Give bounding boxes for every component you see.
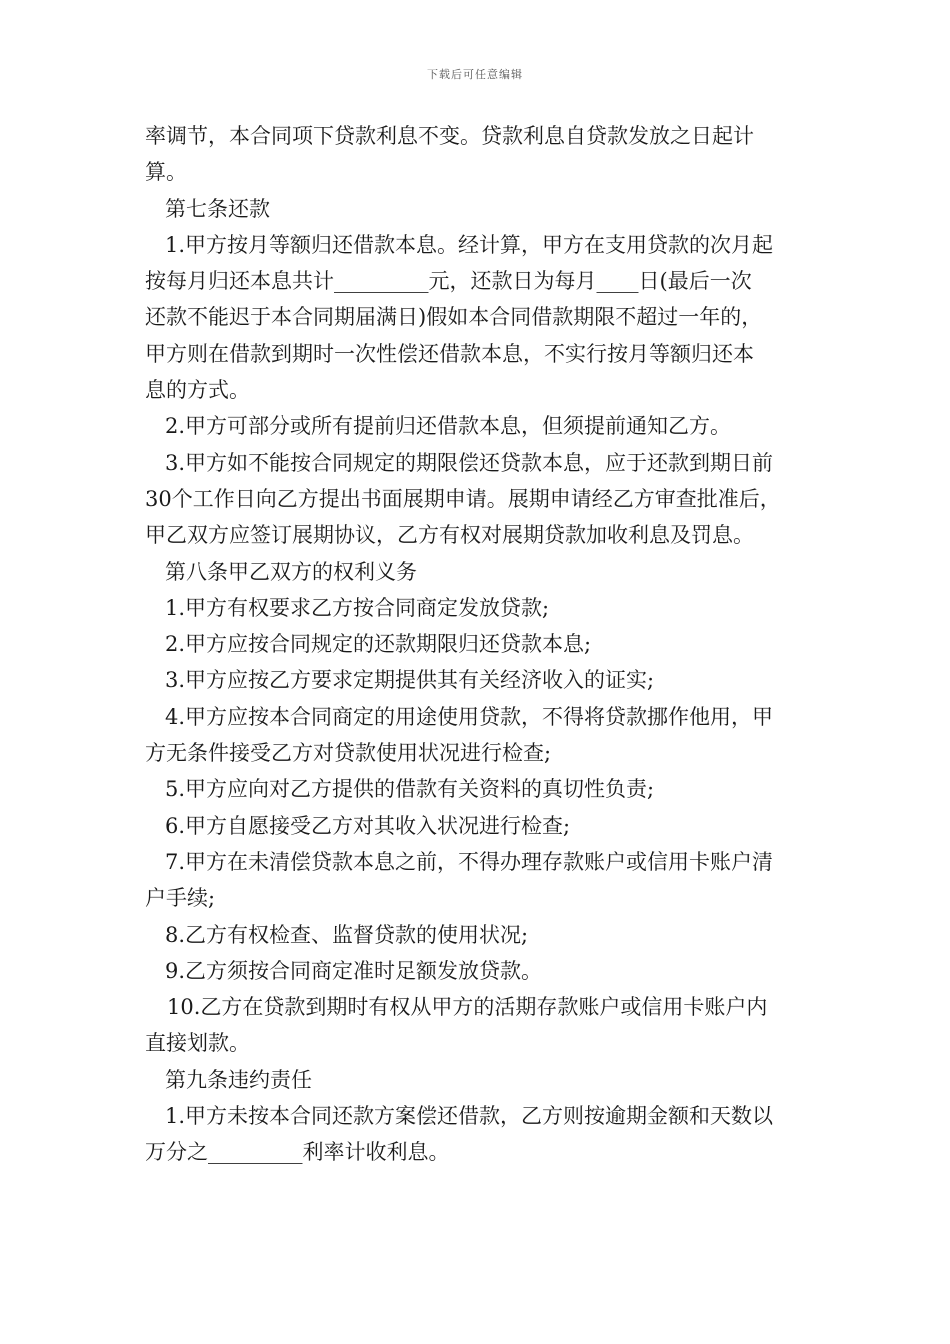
paragraph-line: 1.甲方按月等额归还借款本息。经计算，甲方在支用贷款的次月起 xyxy=(165,232,774,257)
paragraph-line: 8.乙方有权检查、监督贷款的使用状况; xyxy=(165,922,529,947)
paragraph-line: 户手续; xyxy=(145,886,216,911)
paragraph-line: 6.甲方自愿接受乙方对其收入状况进行检查; xyxy=(165,813,571,838)
paragraph-line: 3.甲方如不能按合同规定的期限偿还贷款本息，应于还款到期日前 xyxy=(165,450,774,475)
paragraph-line: 直接划款。 xyxy=(145,1031,250,1056)
page-header: 下载后可任意编辑 xyxy=(427,68,523,81)
paragraph-line: 按每月归还本息共计_________元，还款日为每月____日(最后一次 xyxy=(145,269,752,294)
section-heading-7: 第七条还款 xyxy=(165,196,270,221)
paragraph-line: 还款不能迟于本合同期届满日)假如本合同借款期限不超过一年的， xyxy=(145,305,763,330)
paragraph-line: 3.甲方应按乙方要求定期提供其有关经济收入的证实; xyxy=(165,668,655,693)
paragraph-line: 万分之_________利率计收利息。 xyxy=(145,1140,450,1165)
paragraph-line: 7.甲方在未清偿贷款本息之前，不得办理存款账户或信用卡账户清 xyxy=(165,849,774,874)
paragraph-line: 甲乙双方应签订展期协议，乙方有权对展期贷款加收利息及罚息。 xyxy=(145,523,754,548)
paragraph-line: 1.甲方有权要求乙方按合同商定发放贷款; xyxy=(165,595,550,620)
paragraph-line: 算。 xyxy=(145,160,187,185)
paragraph-line: 2.甲方应按合同规定的还款期限归还贷款本息; xyxy=(165,632,592,657)
paragraph-line: 10.乙方在贷款到期时有权从甲方的活期存款账户或信用卡账户内 xyxy=(167,995,768,1020)
paragraph-line: 9.乙方须按合同商定准时足额发放贷款。 xyxy=(165,958,543,983)
paragraph-line: 4.甲方应按本合同商定的用途使用贷款，不得将贷款挪作他用，甲 xyxy=(165,704,774,729)
paragraph-line: 5.甲方应向对乙方提供的借款有关资料的真切性负责; xyxy=(165,777,655,802)
document-body xyxy=(145,118,825,1171)
paragraph-line: 息的方式。 xyxy=(145,378,250,403)
paragraph-line: 率调节，本合同项下贷款利息不变。贷款利息自贷款发放之日起计 xyxy=(145,124,754,148)
paragraph-line: 方无条件接受乙方对贷款使用状况进行检查; xyxy=(145,741,552,766)
paragraph-line: 2.甲方可部分或所有提前归还借款本息，但须提前通知乙方。 xyxy=(165,414,732,439)
section-heading-9: 第九条违约责任 xyxy=(165,1067,312,1092)
paragraph-line: 30个工作日向乙方提出书面展期申请。展期申请经乙方审查批准后， xyxy=(145,486,781,511)
paragraph-line: 甲方则在借款到期时一次性偿还借款本息，不实行按月等额归还本 xyxy=(145,341,754,366)
paragraph-line: 1.甲方未按本合同还款方案偿还借款，乙方则按逾期金额和天数以 xyxy=(165,1104,774,1129)
section-heading-8: 第八条甲乙双方的权利义务 xyxy=(165,559,417,584)
